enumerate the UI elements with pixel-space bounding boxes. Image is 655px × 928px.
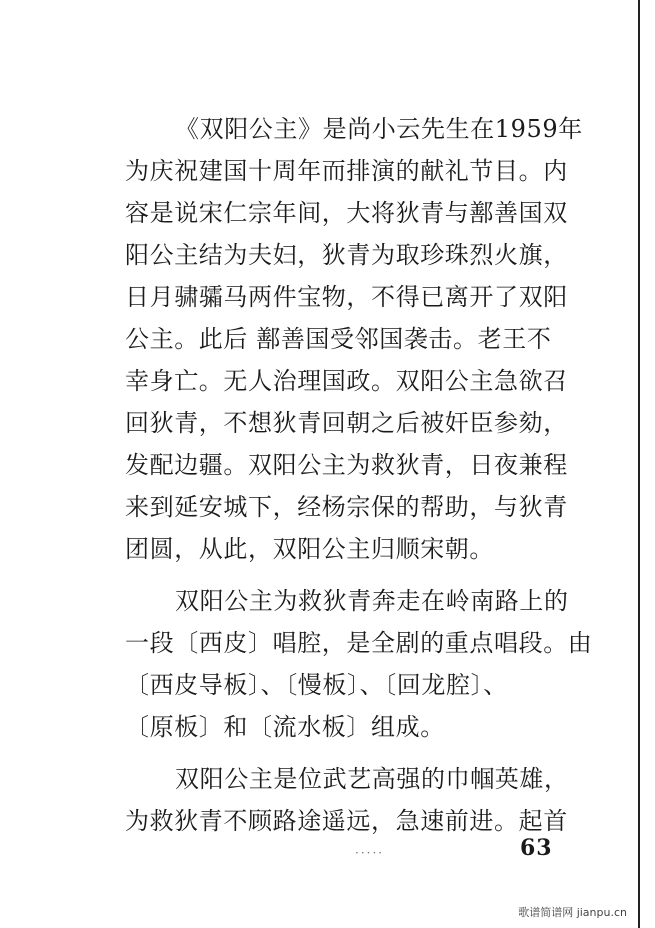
watermark: 歌谱简谱网 jianpu.cn bbox=[518, 906, 627, 919]
text-line: 双阳公主为救狄青奔走在岭南路上的 bbox=[175, 587, 569, 615]
text-line: 一段〔西皮〕唱腔，是全剧的重点唱段。由 bbox=[125, 629, 593, 657]
text-line: 为庆祝建国十周年而排演的献礼节目。内 bbox=[125, 157, 568, 185]
text-line: 阳公主结为夫妇，狄青为取珍珠烈火旗， bbox=[125, 241, 568, 269]
binding-edge bbox=[638, 0, 640, 928]
text-line: 《双阳公主》是尚小云先生在1959年 bbox=[175, 115, 583, 143]
text-line: 〔西皮导板〕、〔慢板〕、〔回龙腔〕、 bbox=[125, 671, 508, 699]
text-line: 来到延安城下，经杨宗保的帮助，与狄青 bbox=[125, 493, 568, 521]
paragraph-2 bbox=[125, 580, 605, 748]
footer-dots: ····· bbox=[355, 846, 385, 860]
text-line: 幸身亡。无人治理国政。双阳公主急欲召 bbox=[125, 367, 568, 395]
text-line: 发配边疆。双阳公主为救狄青，日夜兼程 bbox=[125, 451, 568, 479]
text-line: 为救狄青不顾路途遥远，急速前进。起首 bbox=[125, 807, 568, 835]
text-line: 容是说宋仁宗年间，大将狄青与鄯善国双 bbox=[125, 199, 568, 227]
text-line: 双阳公主是位武艺高强的巾帼英雄， bbox=[175, 765, 569, 793]
text-line: 公主。此后 鄯善国受邻国袭击。老王不 bbox=[125, 325, 552, 353]
paragraph-1 bbox=[125, 108, 605, 570]
text-line: 日月骕骦马两件宝物，不得已离开了双阳 bbox=[125, 283, 568, 311]
page-number: 63 bbox=[520, 835, 553, 861]
body-text bbox=[125, 108, 605, 842]
text-line: 团圆，从此，双阳公主归顺宋朝。 bbox=[125, 535, 494, 563]
text-line: 〔原板〕和〔流水板〕组成。 bbox=[125, 713, 445, 741]
paragraph-3 bbox=[125, 758, 605, 842]
text-line: 回狄青，不想狄青回朝之后被奸臣参劾， bbox=[125, 409, 568, 437]
